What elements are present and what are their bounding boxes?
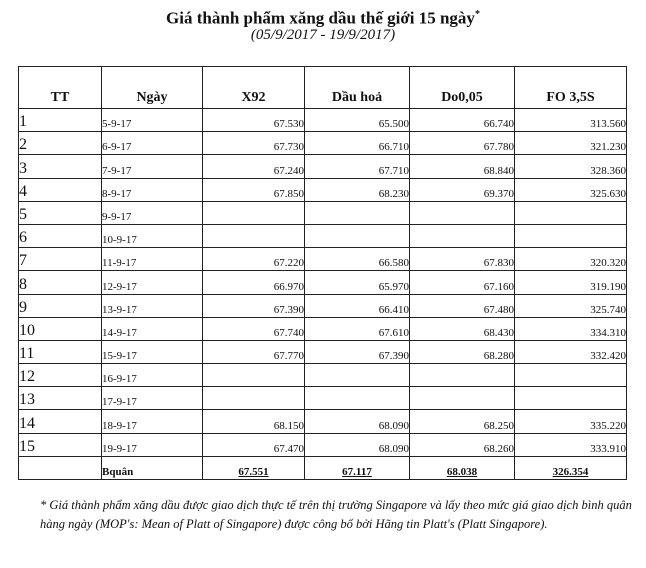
row-date: 15-9-17: [102, 340, 203, 363]
column-header-diesel: Do0,05: [410, 67, 515, 109]
cell-kerosene: 68.090: [305, 410, 410, 433]
average-fuel-oil: 326.354: [515, 456, 627, 479]
cell-kerosene: 66.580: [305, 248, 410, 271]
cell-kerosene: 67.390: [305, 340, 410, 363]
row-date: 6-9-17: [102, 132, 203, 155]
cell-fuel-oil: 313.560: [515, 109, 627, 132]
average-diesel: 68.038: [410, 456, 515, 479]
footnote: * Giá thành phẩm xăng dầu được giao dịch thực tế trên thị trường Singapore và lấy theo mức giá giao dịch bình quân hàng ngày (MOP's: Mean of Platt of Singapore) được công bố bởi Hãng tin Platt's (Platt Singapore).: [40, 498, 632, 531]
cell-x92: [203, 364, 305, 387]
row-tt: 7: [19, 248, 102, 271]
row-date: 9-9-17: [102, 201, 203, 224]
cell-diesel: 68.430: [410, 317, 515, 340]
cell-fuel-oil: 325.630: [515, 178, 627, 201]
cell-x92: 67.740: [203, 317, 305, 340]
row-date: 12-9-17: [102, 271, 203, 294]
table-row: [19, 201, 627, 224]
cell-x92: 67.220: [203, 248, 305, 271]
table-header-row: [19, 67, 627, 109]
row-tt: 11: [19, 340, 102, 363]
average-tt-cell: [19, 456, 102, 479]
cell-fuel-oil: 328.360: [515, 155, 627, 178]
cell-kerosene: [305, 364, 410, 387]
average-label: Bquân: [102, 456, 203, 479]
cell-diesel: 68.250: [410, 410, 515, 433]
table-row: [19, 387, 627, 410]
table-row: [19, 294, 627, 317]
row-date: 16-9-17: [102, 364, 203, 387]
cell-diesel: 67.480: [410, 294, 515, 317]
table-row: [19, 433, 627, 456]
cell-x92: [203, 387, 305, 410]
cell-diesel: 67.830: [410, 248, 515, 271]
cell-x92: 67.390: [203, 294, 305, 317]
table-row: [19, 109, 627, 132]
row-tt: 2: [19, 132, 102, 155]
fuel-price-table: [18, 66, 627, 480]
cell-kerosene: 65.500: [305, 109, 410, 132]
cell-diesel: 66.740: [410, 109, 515, 132]
table-row: [19, 410, 627, 433]
column-header-date: Ngày: [102, 67, 203, 109]
cell-fuel-oil: 335.220: [515, 410, 627, 433]
row-tt: 14: [19, 410, 102, 433]
cell-diesel: 68.260: [410, 433, 515, 456]
table-row: [19, 317, 627, 340]
cell-x92: 68.150: [203, 410, 305, 433]
cell-diesel: 67.160: [410, 271, 515, 294]
row-date: 7-9-17: [102, 155, 203, 178]
table-row: [19, 178, 627, 201]
table-row: [19, 155, 627, 178]
cell-kerosene: 67.710: [305, 155, 410, 178]
cell-diesel: 67.780: [410, 132, 515, 155]
cell-x92: 67.470: [203, 433, 305, 456]
cell-diesel: [410, 201, 515, 224]
row-tt: 5: [19, 201, 102, 224]
cell-diesel: [410, 224, 515, 247]
row-tt: 13: [19, 387, 102, 410]
cell-kerosene: [305, 387, 410, 410]
row-date: 14-9-17: [102, 317, 203, 340]
cell-kerosene: [305, 201, 410, 224]
cell-x92: 67.240: [203, 155, 305, 178]
date-range-subtitle: (05/9/2017 - 19/9/2017): [250, 27, 396, 43]
row-tt: 3: [19, 155, 102, 178]
row-tt: 10: [19, 317, 102, 340]
cell-fuel-oil: 320.320: [515, 248, 627, 271]
row-date: 10-9-17: [102, 224, 203, 247]
cell-diesel: 69.370: [410, 178, 515, 201]
cell-kerosene: 66.410: [305, 294, 410, 317]
cell-diesel: [410, 364, 515, 387]
cell-x92: 66.970: [203, 271, 305, 294]
cell-kerosene: 65.970: [305, 271, 410, 294]
row-date: 11-9-17: [102, 248, 203, 271]
cell-fuel-oil: 333.910: [515, 433, 627, 456]
cell-diesel: 68.840: [410, 155, 515, 178]
row-tt: 12: [19, 364, 102, 387]
cell-x92: [203, 201, 305, 224]
row-tt: 8: [19, 271, 102, 294]
average-row: [19, 456, 627, 479]
cell-x92: 67.730: [203, 132, 305, 155]
title-text: Giá thành phẩm xăng dầu thế giới 15 ngày: [166, 8, 475, 28]
row-tt: 9: [19, 294, 102, 317]
cell-kerosene: 68.230: [305, 178, 410, 201]
row-tt: 4: [19, 178, 102, 201]
average-x92: 67.551: [203, 456, 305, 479]
cell-fuel-oil: 321.230: [515, 132, 627, 155]
table-row: [19, 271, 627, 294]
cell-diesel: 68.280: [410, 340, 515, 363]
cell-diesel: [410, 387, 515, 410]
row-tt: 1: [19, 109, 102, 132]
column-header-kerosene: Dầu hoả: [305, 67, 410, 109]
table-row: [19, 248, 627, 271]
cell-x92: 67.850: [203, 178, 305, 201]
cell-kerosene: 68.090: [305, 433, 410, 456]
table-row: [19, 364, 627, 387]
row-date: 18-9-17: [102, 410, 203, 433]
row-tt: 6: [19, 224, 102, 247]
cell-x92: 67.530: [203, 109, 305, 132]
table-row: [19, 224, 627, 247]
cell-x92: 67.770: [203, 340, 305, 363]
row-date: 17-9-17: [102, 387, 203, 410]
row-date: 13-9-17: [102, 294, 203, 317]
cell-kerosene: 67.610: [305, 317, 410, 340]
cell-kerosene: 66.710: [305, 132, 410, 155]
table-row: [19, 132, 627, 155]
cell-fuel-oil: 332.420: [515, 340, 627, 363]
cell-fuel-oil: [515, 224, 627, 247]
row-date: 19-9-17: [102, 433, 203, 456]
cell-fuel-oil: [515, 201, 627, 224]
cell-x92: [203, 224, 305, 247]
cell-fuel-oil: 325.740: [515, 294, 627, 317]
column-header-x92: X92: [203, 67, 305, 109]
cell-fuel-oil: 319.190: [515, 271, 627, 294]
cell-kerosene: [305, 224, 410, 247]
average-kerosene: 67.117: [305, 456, 410, 479]
cell-fuel-oil: [515, 364, 627, 387]
cell-fuel-oil: [515, 387, 627, 410]
table-row: [19, 340, 627, 363]
row-date: 8-9-17: [102, 178, 203, 201]
column-header-fuel-oil: FO 3,5S: [515, 67, 627, 109]
row-date: 5-9-17: [102, 109, 203, 132]
cell-fuel-oil: 334.310: [515, 317, 627, 340]
column-header-tt: TT: [19, 67, 102, 109]
title-footnote-mark: *: [474, 9, 480, 20]
row-tt: 15: [19, 433, 102, 456]
